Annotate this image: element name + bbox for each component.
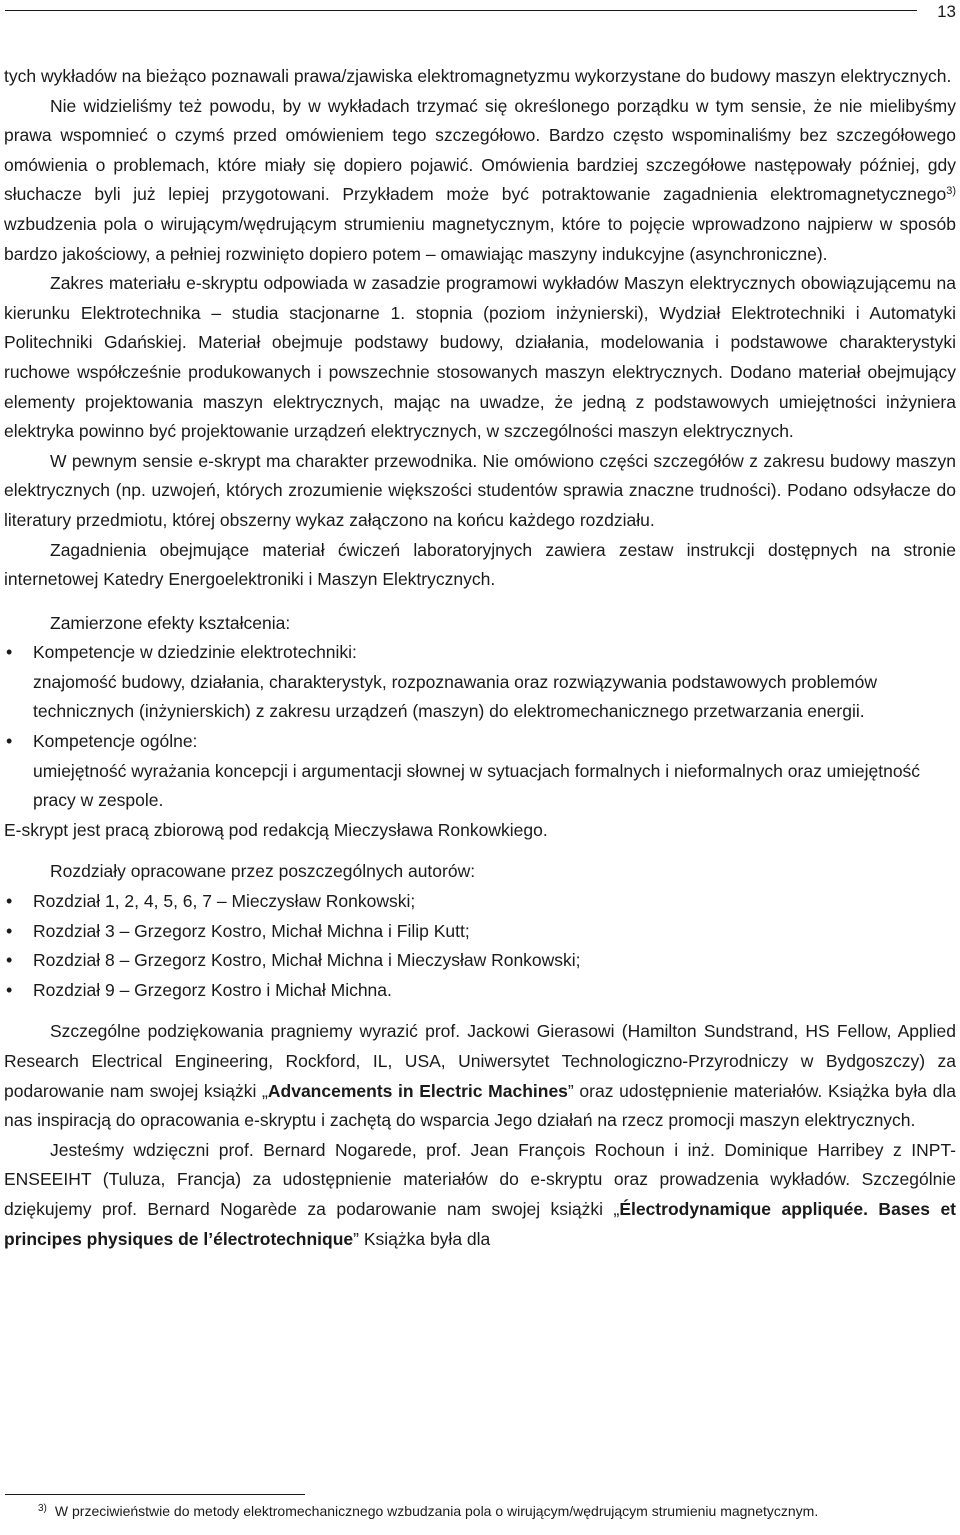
thanks-text: Szczególne podziękowania pragniemy wyrazić prof. Jackowi Gierasowi (Hamilton Sundstrand, HS Fellow, Applied Research Electrical Engineering, Rockford, IL, USA, Uniwersytet Technologiczno-Przyrodniczy w Bydgoszczy) za podarowanie nam swojej książki „ [4,1021,956,1101]
list-item [4,638,956,727]
paragraph-laboratory: Zagadnienia obejmujące materiał ćwiczeń laboratoryjnych zawiera zestaw instrukcji dostępnych na stronie internetowej Katedry Energoelektroniki i Maszyn Elektrycznych. [4,539,956,590]
paragraph-lecture-order [4,92,956,270]
thanks-text: Jesteśmy wdzięczni prof. Bernard Nogarede, prof. Jean François Rochoun i inż. Dominique Harribey z INPT-ENSEEIHT (Tuluza, Francja) za udostępnienie materiałów do e-skryptu oraz prowadzenia wykładów. Szczególnie dziękujemy prof. Bernard Nogarède za podarowanie nam swojej książki „ [4,1139,956,1219]
page-body [4,62,956,1254]
bullet-icon: • [6,920,13,941]
effect-text: umiejętność wyrażania koncepcji i argumentacji słownej w sytuacjach formalnych i nieformalnych oraz umiejętność pracy w zespole. [33,760,921,811]
editor-note: E-skrypt jest pracą zbiorową pod redakcją Mieczysława Ronkowkiego. [4,819,548,840]
effects-list [4,638,956,816]
bullet-icon: • [6,731,13,752]
thanks-text: ” oraz udostępnienie materiałów. Książka była dla nas inspiracją do opracowania e-skryptu i zachętą do wsparcia Jego działań na rzecz promocji maszyn elektrycznych. [4,1080,957,1131]
chapter-author: Rozdział 3 – Grzegorz Kostro, Michał Michna i Filip Kutt; [33,920,470,941]
paragraph-lecture-order-tail: wzbudzenia pola o wirującym/wędrującym strumieniu magnetycznym, które to pojęcie wprowadzono najpierw w sposób bardzo jakościowy, a pełniej rozwinięto dopiero potem – omawiając maszyny indukcyjne (asynchroniczne). [4,213,956,264]
chapter-author: Rozdział 9 – Grzegorz Kostro i Michał Michna. [33,979,392,1000]
bullet-icon: • [6,979,13,1000]
list-item [4,976,956,1006]
paragraph-scope: Zakres materiału e-skryptu odpowiada w zasadzie programowi wykładów Maszyn elektrycznych obowiązującemu na kierunku Elektrotechnika – studia stacjonarne 1. stopnia (poziom inżynierski), Wydział Elektrotechniki i Automatyki Politechniki Gdańskiej. Materiał obejmuje podstawy budowy, działania, modelowania i podstawowe charakterystyki ruchowe współcześnie produkowanych i powszechnie stosowanych maszyn elektrycznych. Dodano materiał obejmujący elementy projektowania maszyn elektrycznych, mając na uwadze, że jedną z podstawowych umiejętności inżyniera elektryka powinno być projektowanie urządzeń elektrycznych, w szczególności maszyn elektrycznych. [4,273,956,442]
footnote-mark: 3) [38,1503,47,1514]
spacer [4,595,956,609]
paragraph-intro-continuation: tych wykładów na bieżąco poznawali prawa/zjawiska elektromagnetyzmu wykorzystane do budowy maszyn elektrycznych. [4,66,952,86]
header-rule [5,10,917,11]
list-item [4,946,956,976]
chapter-author: Rozdział 1, 2, 4, 5, 6, 7 – Mieczysław Ronkowski; [33,891,416,912]
effects-heading: Zamierzone efekty kształcenia: [50,612,291,633]
bullet-icon: • [6,891,13,912]
book-title: Advancements in Electric Machines [267,1080,568,1101]
bullet-icon: • [6,950,13,971]
effect-text: znajomość budowy, działania, charakterystyk, rozpoznawania oraz rozwiązywania podstawowych problemów technicznych (inżynierskich) z zakresu urządzeń (maszyn) do elektromechanicznego przetwarzania energii. [33,671,877,722]
paragraph-thanks-gieras [4,1017,956,1135]
footnote-rule [5,1494,305,1495]
list-item [4,727,956,816]
chapter-author: Rozdział 8 – Grzegorz Kostro, Michał Michna i Mieczysław Ronkowski; [33,950,581,971]
paragraph-thanks-enseeiht [4,1136,956,1254]
effect-title: Kompetencje w dziedzinie elektrotechniki: [33,642,357,663]
page-number: 13 [937,2,956,21]
list-item [4,887,956,917]
chapters-heading: Rozdziały opracowane przez poszczególnych autorów: [50,861,476,882]
list-item [4,917,956,947]
effect-title: Kompetencje ogólne: [33,731,198,752]
chapters-list [4,887,956,1005]
paragraph-guide: W pewnym sensie e-skrypt ma charakter przewodnika. Nie omówiono części szczegółów z zakresu budowy maszyn elektrycznych (np. uzwojeń, których zrozumienie większości studentów sprawia znaczne trudności). Podano odsyłacze do literatury przedmiotu, której obszerny wykaz załączono na końcu każdego rozdziału. [4,450,956,530]
thanks-text: ” Książka była dla [353,1228,491,1249]
footnote-reference[interactable]: 3) [946,185,956,198]
footnote [4,1499,956,1521]
book-title: Électrodynamique appliquée. Bases et principes physiques de l’électrotechnique [4,1198,956,1249]
bullet-icon: • [6,642,13,663]
footnote-text: W przeciwieństwie do metody elektromechanicznego wzbudzania pola o wirującym/wędrującym strumieniu magnetycznym. [54,1503,819,1519]
paragraph-lecture-order-text: Nie widzieliśmy też powodu, by w wykładach trzymać się określonego porządku w tym sensie, że nie mielibyśmy prawa wspomnieć o czymś przed omówieniem tego szczegółowo. Bardzo często wspominaliśmy bez szczegółowego omówienia o problemach, które miały się dopiero pojawić. Omówienia bardziej szczegółowe następowały później, gdy słuchacze byli już lepiej przygotowani. Przykładem może być potraktowanie zagadnienia elektromagnetycznego [4,95,956,205]
spacer [4,1005,956,1017]
spacer [4,845,956,857]
